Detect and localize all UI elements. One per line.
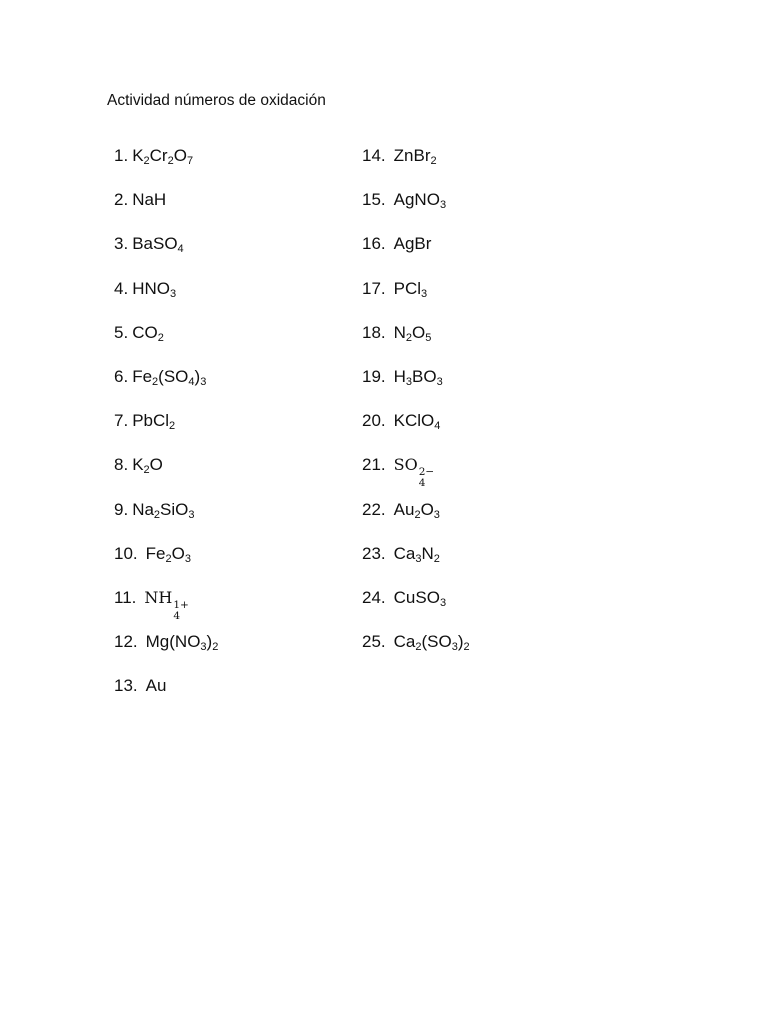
item-number: 7. [114, 411, 129, 431]
formula-text: N [393, 322, 406, 342]
formula-text: AgNO [393, 190, 440, 210]
chemical-formula [132, 275, 176, 303]
item-number: 11. [114, 587, 137, 607]
exercise-item [114, 142, 218, 186]
formula-subscript: 2 [212, 641, 219, 654]
item-number: 1. [114, 146, 129, 165]
formula-charge: 2− [418, 466, 435, 479]
exercise-item [362, 319, 470, 363]
item-number: 8. [114, 455, 129, 475]
chemical-formula [132, 142, 193, 170]
item-number: 22. [362, 499, 386, 519]
exercise-item [114, 407, 218, 451]
exercise-item [114, 540, 218, 584]
item-number: 21. [362, 455, 386, 475]
formula-text: O [173, 146, 187, 165]
page-title: Actividad números de oxidación [107, 92, 326, 109]
formula-text: HNO [132, 278, 170, 298]
formula-subscript: 3 [405, 375, 413, 388]
item-number: 23. [362, 543, 386, 563]
item-number: 19. [362, 366, 386, 386]
formula-text: CuSO [393, 587, 440, 607]
chemical-formula [394, 584, 446, 612]
exercise-item [362, 628, 470, 672]
formula-subscript: 2 [143, 464, 150, 477]
exercise-item [362, 230, 470, 274]
formula-subscript: 2 [143, 155, 150, 167]
item-number: 20. [362, 411, 386, 431]
item-number: 9. [114, 499, 129, 519]
item-number: 16. [362, 234, 386, 254]
item-number: 17. [362, 278, 386, 298]
formula-text: O [412, 322, 426, 342]
exercise-list-left [114, 142, 218, 716]
formula-subscript: 4 [177, 243, 184, 256]
formula-text: (SO [421, 632, 452, 652]
exercise-item [114, 319, 218, 363]
item-number: 13. [114, 676, 138, 696]
formula-subscript: 2 [415, 641, 422, 654]
formula-subscript: 2 [169, 420, 176, 433]
item-number: 15. [362, 190, 386, 210]
item-number: 5. [114, 322, 129, 342]
formula-subscript: 3 [433, 508, 440, 521]
item-number: 2. [114, 190, 129, 210]
formula-text: Ca [393, 543, 416, 563]
exercise-item [362, 540, 470, 584]
exercise-item [362, 407, 470, 451]
exercise-item [114, 584, 218, 628]
formula-subscript: 2 [152, 375, 159, 388]
formula-text: Fe [145, 543, 166, 563]
formula-subscript: 3 [188, 508, 195, 521]
chemical-formula [132, 319, 164, 347]
formula-text: K [132, 146, 144, 165]
chemical-formula [394, 275, 428, 303]
item-number: 6. [114, 366, 129, 386]
formula-text: NaH [132, 190, 167, 210]
formula-text: Fe [132, 366, 153, 386]
formula-subscript: 3 [200, 375, 207, 388]
formula-subscript: 4 [173, 609, 181, 622]
exercise-item [362, 451, 470, 495]
chemical-formula [394, 186, 446, 214]
exercise-item [114, 275, 218, 319]
formula-text: Au [145, 676, 167, 696]
formula-subscript: 3 [421, 287, 428, 300]
chemical-formula [132, 186, 166, 214]
formula-superscript-subscript [419, 467, 434, 489]
exercise-item [362, 584, 470, 628]
exercise-list-right [362, 142, 470, 672]
formula-text: CO [132, 322, 158, 342]
formula-text: Na [132, 499, 154, 519]
chemical-formula [394, 451, 435, 489]
formula-text: ) [457, 632, 464, 652]
formula-text: BaSO [132, 234, 178, 254]
exercise-item [114, 628, 218, 672]
formula-text: Cr [149, 146, 168, 165]
exercise-item [114, 672, 218, 716]
formula-text: PbCl [132, 411, 170, 431]
formula-text: Ca [393, 632, 416, 652]
exercise-item [362, 363, 470, 407]
exercise-item [362, 142, 470, 186]
formula-subscript: 3 [169, 287, 177, 300]
item-number: 14. [362, 146, 386, 165]
chemical-formula [132, 407, 175, 435]
formula-subscript: 2 [463, 641, 470, 654]
formula-text: BO [412, 366, 437, 386]
formula-subscript: 4 [418, 477, 426, 490]
chemical-formula [394, 230, 432, 258]
chemical-formula [394, 319, 432, 347]
exercise-item [114, 186, 218, 230]
chemical-formula [132, 230, 183, 258]
formula-text: NH [144, 587, 173, 607]
formula-subscript: 2 [167, 155, 174, 167]
exercise-item [362, 186, 470, 230]
formula-text: K [132, 455, 144, 475]
formula-subscript: 4 [434, 420, 441, 433]
chemical-formula [132, 363, 206, 391]
formula-subscript: 2 [430, 155, 437, 167]
formula-subscript: 3 [439, 199, 447, 212]
item-number: 18. [362, 322, 386, 342]
formula-text: ZnBr [393, 146, 431, 165]
chemical-formula [132, 496, 194, 524]
chemical-formula [394, 363, 443, 391]
formula-text: Au [393, 499, 415, 519]
chemical-formula [394, 540, 440, 568]
formula-text: Mg(NO [145, 632, 201, 652]
exercise-item [362, 496, 470, 540]
formula-text: KClO [393, 411, 435, 431]
formula-subscript: 2 [165, 552, 172, 565]
chemical-formula [132, 451, 163, 479]
formula-subscript: 2 [157, 331, 164, 344]
formula-text: N [421, 543, 434, 563]
formula-subscript: 3 [436, 375, 443, 388]
formula-subscript: 3 [184, 552, 191, 565]
formula-subscript: 7 [186, 155, 194, 167]
exercise-item [114, 363, 218, 407]
formula-text: PCl [393, 278, 422, 298]
formula-text: (SO [158, 366, 189, 386]
chemical-formula [394, 407, 441, 435]
formula-subscript: 2 [433, 552, 440, 565]
item-number: 24. [362, 587, 386, 607]
chemical-formula [394, 142, 437, 170]
formula-text: ) [206, 632, 213, 652]
formula-subscript: 2 [405, 331, 413, 344]
formula-subscript: 3 [415, 552, 422, 565]
formula-subscript: 4 [188, 375, 195, 388]
exercise-item [114, 230, 218, 274]
chemical-formula [144, 584, 188, 622]
item-number: 25. [362, 632, 386, 652]
formula-text: ) [194, 366, 201, 386]
formula-text: SiO [160, 499, 189, 519]
chemical-formula [394, 496, 440, 524]
exercise-item [114, 496, 218, 540]
item-number: 3. [114, 234, 129, 254]
formula-text: AgBr [393, 234, 432, 254]
formula-text: O [149, 455, 163, 475]
chemical-formula [146, 672, 167, 700]
chemical-formula [394, 628, 470, 656]
formula-subscript: 2 [414, 508, 421, 521]
exercise-item [114, 451, 218, 495]
item-number: 4. [114, 278, 129, 298]
formula-subscript: 3 [451, 641, 458, 654]
formula-text: O [420, 499, 434, 519]
formula-subscript: 2 [153, 508, 161, 521]
chemical-formula [146, 540, 191, 568]
formula-text: O [171, 543, 185, 563]
item-number: 12. [114, 632, 138, 652]
formula-subscript: 5 [425, 331, 432, 344]
formula-superscript-subscript [173, 600, 188, 622]
formula-charge: 1+ [173, 598, 189, 611]
exercise-item [362, 275, 470, 319]
formula-subscript: 3 [200, 641, 207, 654]
item-number: 10. [114, 543, 138, 563]
formula-text: SO [393, 455, 418, 475]
formula-subscript: 3 [439, 596, 447, 609]
formula-text: H [393, 366, 406, 386]
chemical-formula [146, 628, 219, 656]
